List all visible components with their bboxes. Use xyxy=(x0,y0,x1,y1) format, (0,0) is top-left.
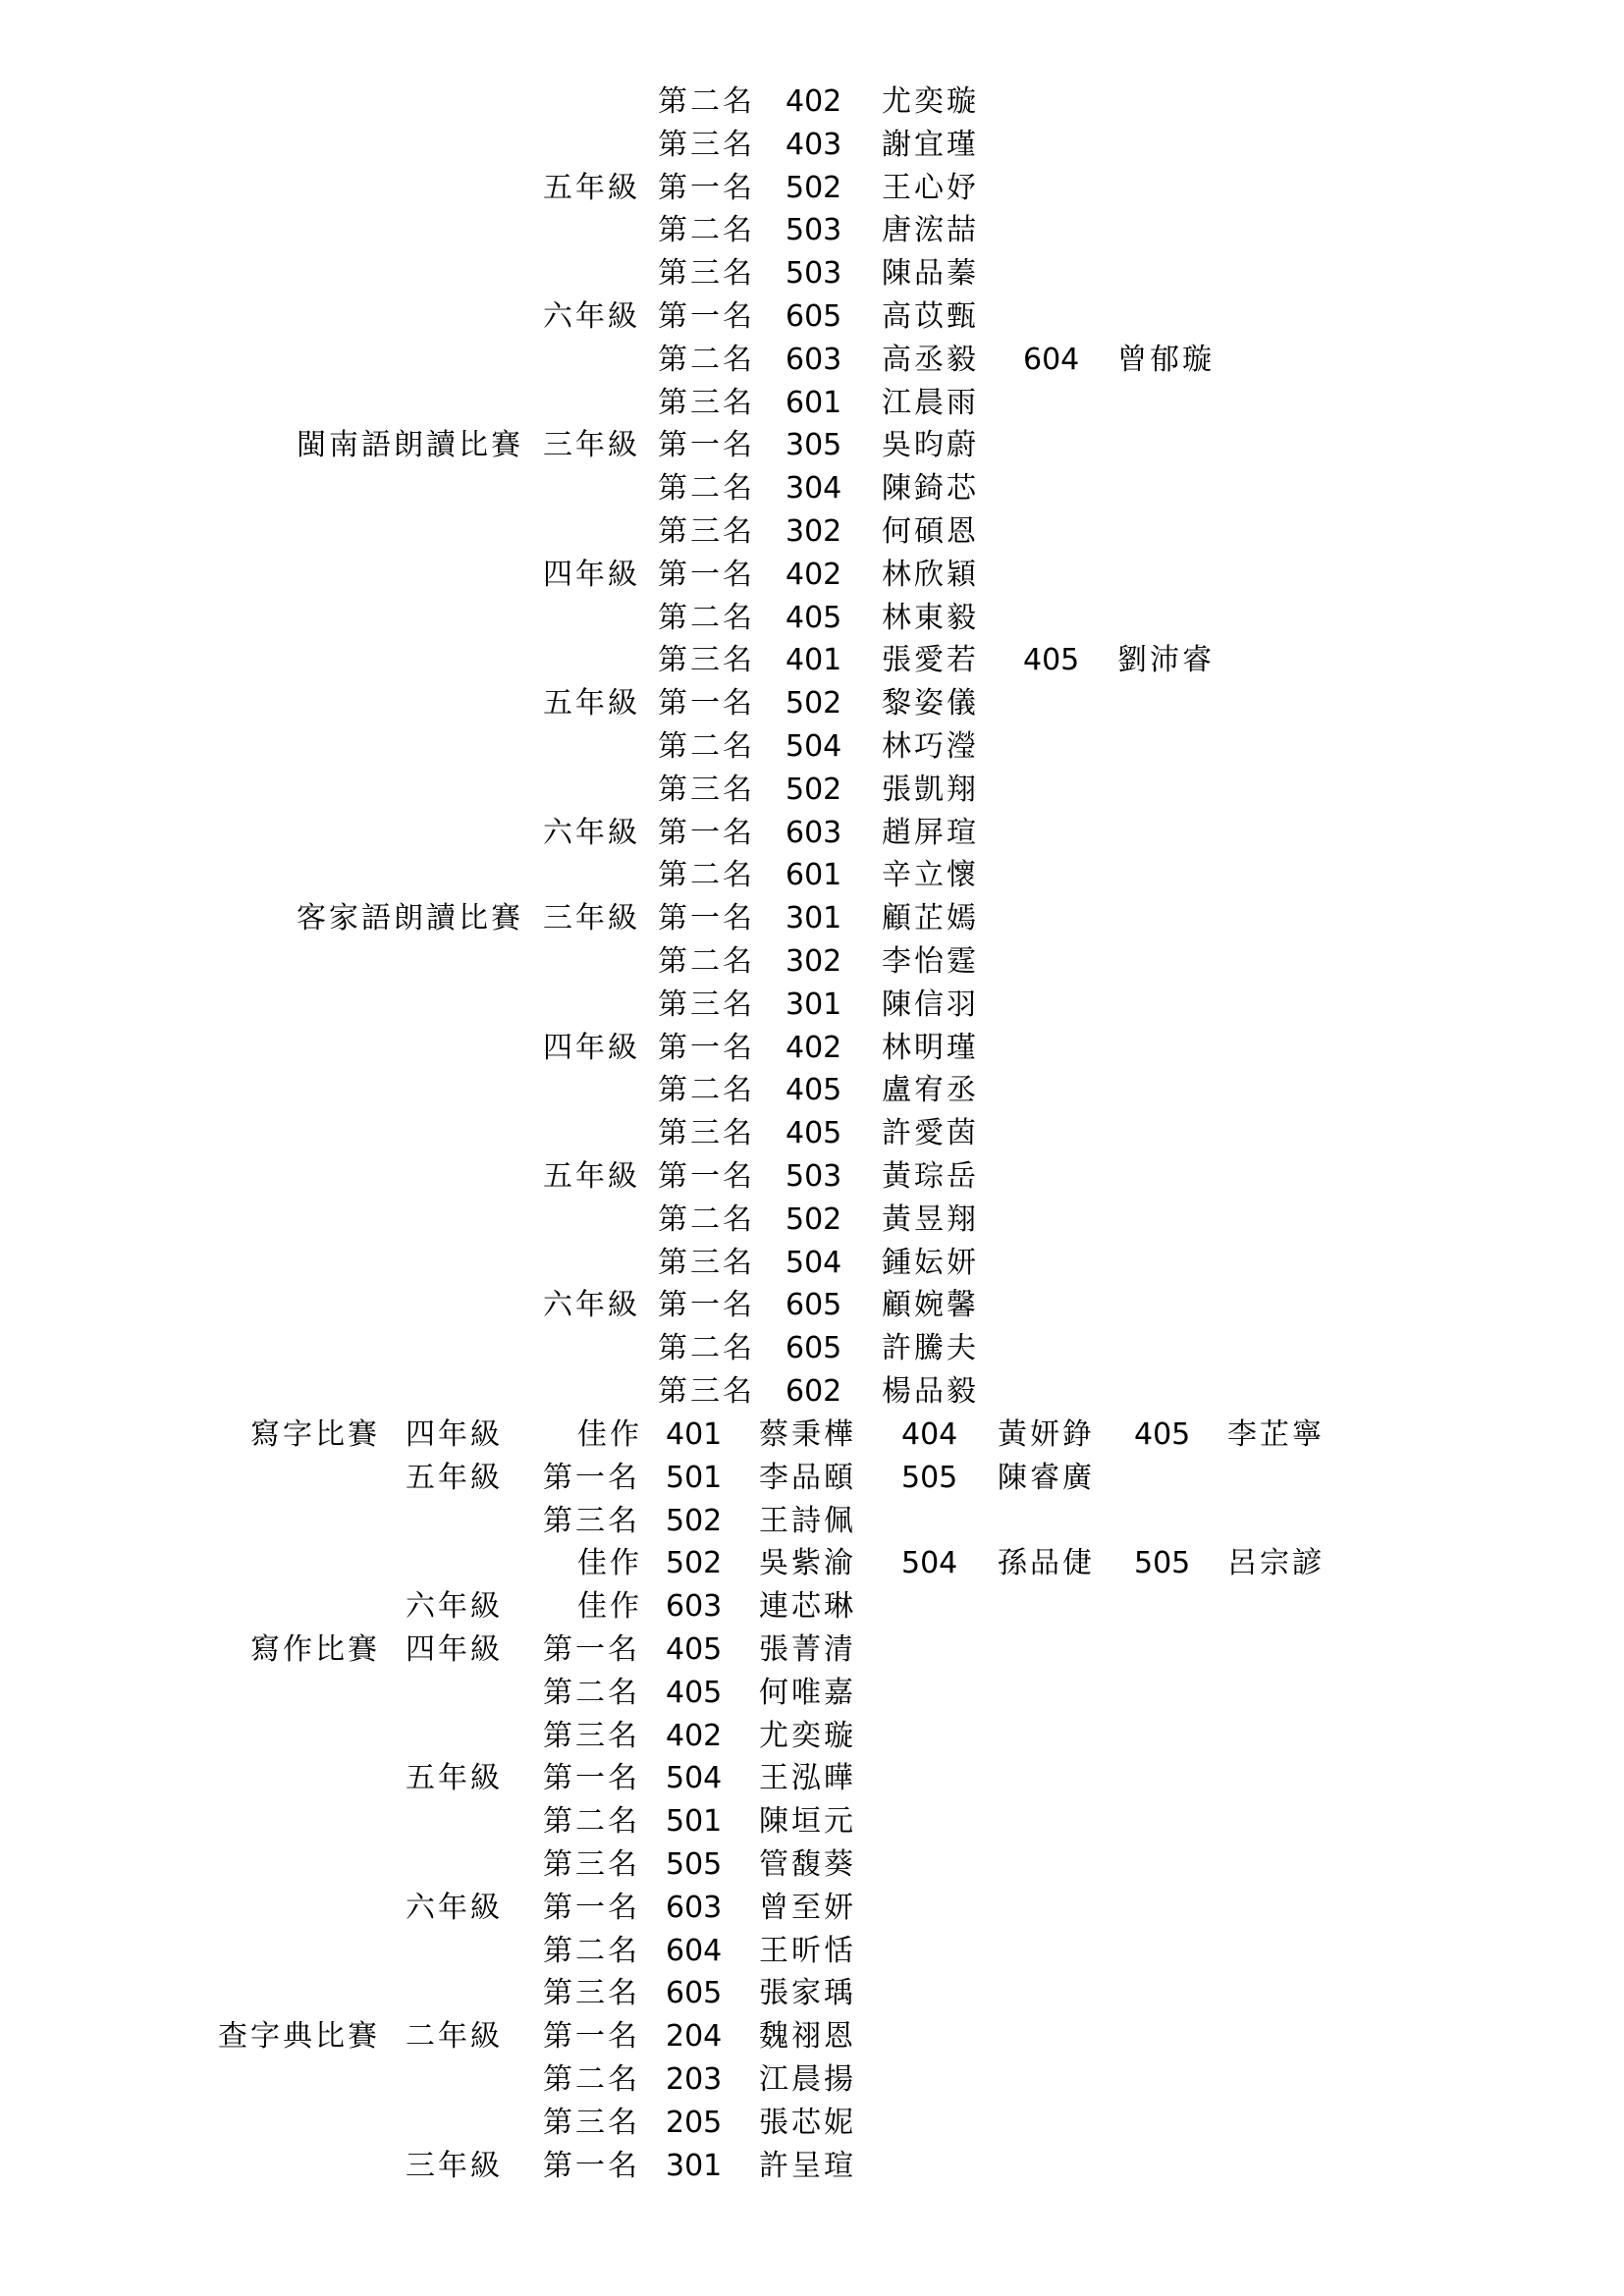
rank-label: 第二名 xyxy=(658,944,755,979)
student-name: 張愛若 xyxy=(882,643,979,678)
class-number: 504 xyxy=(901,1546,958,1581)
award-row xyxy=(0,599,1624,638)
class-number: 601 xyxy=(785,385,842,420)
student-name: 王詩佩 xyxy=(759,1503,856,1538)
class-number: 205 xyxy=(666,2105,723,2140)
student-name: 陳垣元 xyxy=(759,1804,856,1840)
class-number: 405 xyxy=(1023,643,1080,678)
class-number: 402 xyxy=(785,84,842,119)
award-row xyxy=(0,1459,1624,1498)
rank-label: 第二名 xyxy=(658,1073,755,1108)
student-name: 顧芷嫣 xyxy=(882,901,979,936)
class-number: 301 xyxy=(785,901,842,936)
rank-label: 第三名 xyxy=(658,1374,755,1409)
award-row xyxy=(0,1157,1624,1197)
award-row xyxy=(0,2017,1624,2056)
class-number: 503 xyxy=(785,256,842,292)
student-name: 黎姿儀 xyxy=(882,686,979,721)
student-name: 盧宥丞 xyxy=(882,1073,979,1108)
grade-label: 四年級 xyxy=(543,557,640,592)
grade-label: 三年級 xyxy=(406,2148,503,2183)
grade-label: 四年級 xyxy=(543,1030,640,1065)
award-row xyxy=(0,384,1624,423)
award-row xyxy=(0,1244,1624,1283)
class-number: 603 xyxy=(785,815,842,850)
award-row xyxy=(0,727,1624,767)
award-row xyxy=(0,684,1624,723)
student-name: 吳紫渝 xyxy=(759,1546,856,1581)
class-number: 405 xyxy=(785,600,842,635)
class-number: 605 xyxy=(666,1976,723,2011)
student-name: 唐浤喆 xyxy=(882,213,979,248)
award-row xyxy=(0,1932,1624,1971)
rank-label: 第一名 xyxy=(658,1159,755,1194)
rank-label: 第二名 xyxy=(658,858,755,893)
grade-label: 四年級 xyxy=(406,1417,503,1452)
class-number: 503 xyxy=(785,213,842,248)
class-number: 401 xyxy=(785,643,842,678)
award-row xyxy=(0,297,1624,337)
award-row xyxy=(0,1759,1624,1798)
student-name: 林東毅 xyxy=(882,600,979,635)
class-number: 301 xyxy=(785,987,842,1022)
award-row xyxy=(0,641,1624,680)
class-number: 502 xyxy=(785,170,842,205)
award-row xyxy=(0,1717,1624,1756)
class-number: 502 xyxy=(785,686,842,721)
award-row xyxy=(0,254,1624,294)
student-name: 黃妍錚 xyxy=(998,1417,1095,1452)
student-name: 何碩恩 xyxy=(882,514,979,549)
class-number: 405 xyxy=(785,1073,842,1108)
class-number: 405 xyxy=(1134,1417,1191,1452)
grade-label: 五年級 xyxy=(543,686,640,721)
rank-label: 第三名 xyxy=(543,2105,640,2140)
award-row xyxy=(0,1286,1624,1325)
class-number: 301 xyxy=(666,2148,723,2183)
award-row xyxy=(0,1029,1624,1068)
class-number: 504 xyxy=(785,729,842,764)
class-number: 405 xyxy=(666,1675,723,1710)
class-number: 403 xyxy=(785,127,842,162)
award-row xyxy=(0,169,1624,208)
rank-label: 第三名 xyxy=(658,385,755,420)
award-row xyxy=(0,1415,1624,1455)
rank-label: 第三名 xyxy=(543,1976,640,2011)
student-name: 陳品蓁 xyxy=(882,256,979,292)
class-number: 204 xyxy=(666,2019,723,2055)
student-name: 高丞毅 xyxy=(882,342,979,377)
student-name: 黃昱翔 xyxy=(882,1201,979,1237)
rank-label: 第三名 xyxy=(658,514,755,549)
class-number: 602 xyxy=(785,1374,842,1409)
award-row xyxy=(0,469,1624,508)
contest-name: 閩南語朗讀比賽 xyxy=(297,428,523,463)
award-row xyxy=(0,856,1624,895)
rank-label: 第二名 xyxy=(658,1331,755,1366)
award-row xyxy=(0,1974,1624,2013)
award-row xyxy=(0,211,1624,250)
class-number: 502 xyxy=(785,772,842,807)
student-name: 孫品倢 xyxy=(998,1546,1095,1581)
student-name: 陳信羽 xyxy=(882,987,979,1022)
student-name: 管馥葵 xyxy=(759,1847,856,1882)
student-name: 江晨雨 xyxy=(882,385,979,420)
rank-label: 第三名 xyxy=(543,1718,640,1753)
class-number: 302 xyxy=(785,514,842,549)
rank-label: 第三名 xyxy=(543,1847,640,1882)
student-name: 尤奕璇 xyxy=(882,84,979,119)
grade-label: 六年級 xyxy=(543,299,640,334)
rank-label: 第一名 xyxy=(658,557,755,592)
award-row xyxy=(0,1201,1624,1240)
class-number: 504 xyxy=(785,1245,842,1280)
class-number: 604 xyxy=(666,1933,723,1968)
contest-name: 查字典比賽 xyxy=(218,2019,380,2055)
student-name: 鍾妘妍 xyxy=(882,1245,979,1280)
student-name: 林巧瀅 xyxy=(882,729,979,764)
award-row xyxy=(0,899,1624,938)
award-row xyxy=(0,512,1624,552)
class-number: 605 xyxy=(785,299,842,334)
class-number: 404 xyxy=(901,1417,958,1452)
award-row xyxy=(0,771,1624,810)
rank-label: 第一名 xyxy=(658,299,755,334)
rank-label: 第二名 xyxy=(658,342,755,377)
class-number: 601 xyxy=(785,858,842,893)
rank-label: 第一名 xyxy=(658,901,755,936)
class-number: 203 xyxy=(666,2062,723,2097)
grade-label: 三年級 xyxy=(543,901,640,936)
grade-label: 二年級 xyxy=(406,2019,503,2055)
rank-label: 佳作 xyxy=(577,1417,642,1452)
rank-label: 第二名 xyxy=(658,600,755,635)
rank-label: 第一名 xyxy=(658,686,755,721)
award-row xyxy=(0,1630,1624,1670)
rank-label: 第二名 xyxy=(543,1675,640,1710)
student-name: 林欣穎 xyxy=(882,557,979,592)
rank-label: 第二名 xyxy=(658,471,755,507)
class-number: 603 xyxy=(666,1890,723,1925)
rank-label: 第二名 xyxy=(658,1201,755,1237)
award-row xyxy=(0,1329,1624,1368)
grade-label: 六年級 xyxy=(543,1288,640,1323)
class-number: 304 xyxy=(785,471,842,507)
class-number: 505 xyxy=(666,1847,723,1882)
rank-label: 佳作 xyxy=(577,1589,642,1625)
rank-label: 第三名 xyxy=(658,643,755,678)
student-name: 楊品毅 xyxy=(882,1374,979,1409)
contest-name: 寫字比賽 xyxy=(250,1417,380,1452)
student-name: 劉沛睿 xyxy=(1117,643,1215,678)
student-name: 許呈瑄 xyxy=(759,2148,856,2183)
award-row xyxy=(0,1502,1624,1541)
award-row xyxy=(0,1114,1624,1153)
award-row xyxy=(0,1372,1624,1412)
award-row xyxy=(0,1889,1624,1928)
award-row xyxy=(0,986,1624,1025)
class-number: 305 xyxy=(785,428,842,463)
rank-label: 第二名 xyxy=(658,213,755,248)
award-row xyxy=(0,2060,1624,2100)
student-name: 曾至妍 xyxy=(759,1890,856,1925)
class-number: 402 xyxy=(785,557,842,592)
rank-label: 第一名 xyxy=(543,2019,640,2055)
class-number: 603 xyxy=(785,342,842,377)
award-row xyxy=(0,556,1624,595)
class-number: 605 xyxy=(785,1288,842,1323)
rank-label: 第一名 xyxy=(658,815,755,850)
grade-label: 五年級 xyxy=(543,1159,640,1194)
rank-label: 第二名 xyxy=(543,1933,640,1968)
class-number: 405 xyxy=(785,1116,842,1151)
student-name: 何唯嘉 xyxy=(759,1675,856,1710)
rank-label: 第一名 xyxy=(543,1632,640,1667)
rank-label: 第二名 xyxy=(658,84,755,119)
rank-label: 第三名 xyxy=(658,127,755,162)
award-row xyxy=(0,1674,1624,1713)
rank-label: 第一名 xyxy=(658,428,755,463)
student-name: 辛立懷 xyxy=(882,858,979,893)
class-number: 502 xyxy=(666,1503,723,1538)
award-row xyxy=(0,1802,1624,1842)
student-name: 蔡秉樺 xyxy=(759,1417,856,1452)
student-name: 呂宗諺 xyxy=(1227,1546,1325,1581)
student-name: 顧婉馨 xyxy=(882,1288,979,1323)
rank-label: 第三名 xyxy=(658,1116,755,1151)
student-name: 黃琮岳 xyxy=(882,1159,979,1194)
rank-label: 第一名 xyxy=(543,1761,640,1796)
class-number: 302 xyxy=(785,944,842,979)
student-name: 李怡霆 xyxy=(882,944,979,979)
rank-label: 第一名 xyxy=(543,1460,640,1495)
class-number: 502 xyxy=(785,1201,842,1237)
grade-label: 五年級 xyxy=(406,1460,503,1495)
student-name: 王心妤 xyxy=(882,170,979,205)
student-name: 吳昀蔚 xyxy=(882,428,979,463)
student-name: 趙屏瑄 xyxy=(882,815,979,850)
student-name: 張菁清 xyxy=(759,1632,856,1667)
award-row xyxy=(0,942,1624,982)
class-number: 505 xyxy=(1134,1546,1191,1581)
award-row xyxy=(0,82,1624,122)
award-row xyxy=(0,1544,1624,1583)
class-number: 605 xyxy=(785,1331,842,1366)
student-name: 張家瑀 xyxy=(759,1976,856,2011)
student-name: 高苡甄 xyxy=(882,299,979,334)
rank-label: 第一名 xyxy=(658,1030,755,1065)
rank-label: 第一名 xyxy=(543,1890,640,1925)
grade-label: 五年級 xyxy=(406,1761,503,1796)
student-name: 李芷寧 xyxy=(1227,1417,1325,1452)
award-row xyxy=(0,2147,1624,2186)
contest-name: 寫作比賽 xyxy=(250,1632,380,1667)
student-name: 王昕恬 xyxy=(759,1933,856,1968)
student-name: 江晨揚 xyxy=(759,2062,856,2097)
grade-label: 六年級 xyxy=(406,1890,503,1925)
rank-label: 第一名 xyxy=(658,1288,755,1323)
award-row xyxy=(0,2104,1624,2143)
grade-label: 三年級 xyxy=(543,428,640,463)
grade-label: 四年級 xyxy=(406,1632,503,1667)
class-number: 402 xyxy=(666,1718,723,1753)
student-name: 林明瑾 xyxy=(882,1030,979,1065)
student-name: 陳錡芯 xyxy=(882,471,979,507)
student-name: 陳睿廣 xyxy=(998,1460,1095,1495)
class-number: 501 xyxy=(666,1804,723,1840)
rank-label: 第二名 xyxy=(543,1804,640,1840)
class-number: 604 xyxy=(1023,342,1080,377)
student-name: 許騰夫 xyxy=(882,1331,979,1366)
class-number: 504 xyxy=(666,1761,723,1796)
award-row xyxy=(0,1071,1624,1110)
class-number: 502 xyxy=(666,1546,723,1581)
rank-label: 第二名 xyxy=(543,2062,640,2097)
grade-label: 五年級 xyxy=(543,170,640,205)
student-name: 張凱翔 xyxy=(882,772,979,807)
award-row xyxy=(0,814,1624,853)
award-row xyxy=(0,1845,1624,1885)
rank-label: 第一名 xyxy=(543,2148,640,2183)
student-name: 曾郁璇 xyxy=(1117,342,1215,377)
class-number: 401 xyxy=(666,1417,723,1452)
grade-label: 六年級 xyxy=(543,815,640,850)
rank-label: 第一名 xyxy=(658,170,755,205)
award-row xyxy=(0,426,1624,465)
student-name: 連芯琳 xyxy=(759,1589,856,1625)
award-row xyxy=(0,1587,1624,1627)
rank-label: 佳作 xyxy=(577,1546,642,1581)
class-number: 405 xyxy=(666,1632,723,1667)
class-number: 505 xyxy=(901,1460,958,1495)
rank-label: 第三名 xyxy=(658,1245,755,1280)
student-name: 王泓曄 xyxy=(759,1761,856,1796)
contest-name: 客家語朗讀比賽 xyxy=(297,901,523,936)
class-number: 501 xyxy=(666,1460,723,1495)
student-name: 尤奕璇 xyxy=(759,1718,856,1753)
student-name: 謝宜瑾 xyxy=(882,127,979,162)
rank-label: 第三名 xyxy=(543,1503,640,1538)
rank-label: 第二名 xyxy=(658,729,755,764)
class-number: 402 xyxy=(785,1030,842,1065)
rank-label: 第三名 xyxy=(658,256,755,292)
student-name: 張芯妮 xyxy=(759,2105,856,2140)
class-number: 503 xyxy=(785,1159,842,1194)
grade-label: 六年級 xyxy=(406,1589,503,1625)
rank-label: 第三名 xyxy=(658,772,755,807)
student-name: 魏祤恩 xyxy=(759,2019,856,2055)
award-row xyxy=(0,341,1624,380)
student-name: 李品頤 xyxy=(759,1460,856,1495)
student-name: 許愛茵 xyxy=(882,1116,979,1151)
rank-label: 第三名 xyxy=(658,987,755,1022)
class-number: 603 xyxy=(666,1589,723,1625)
award-row xyxy=(0,126,1624,165)
